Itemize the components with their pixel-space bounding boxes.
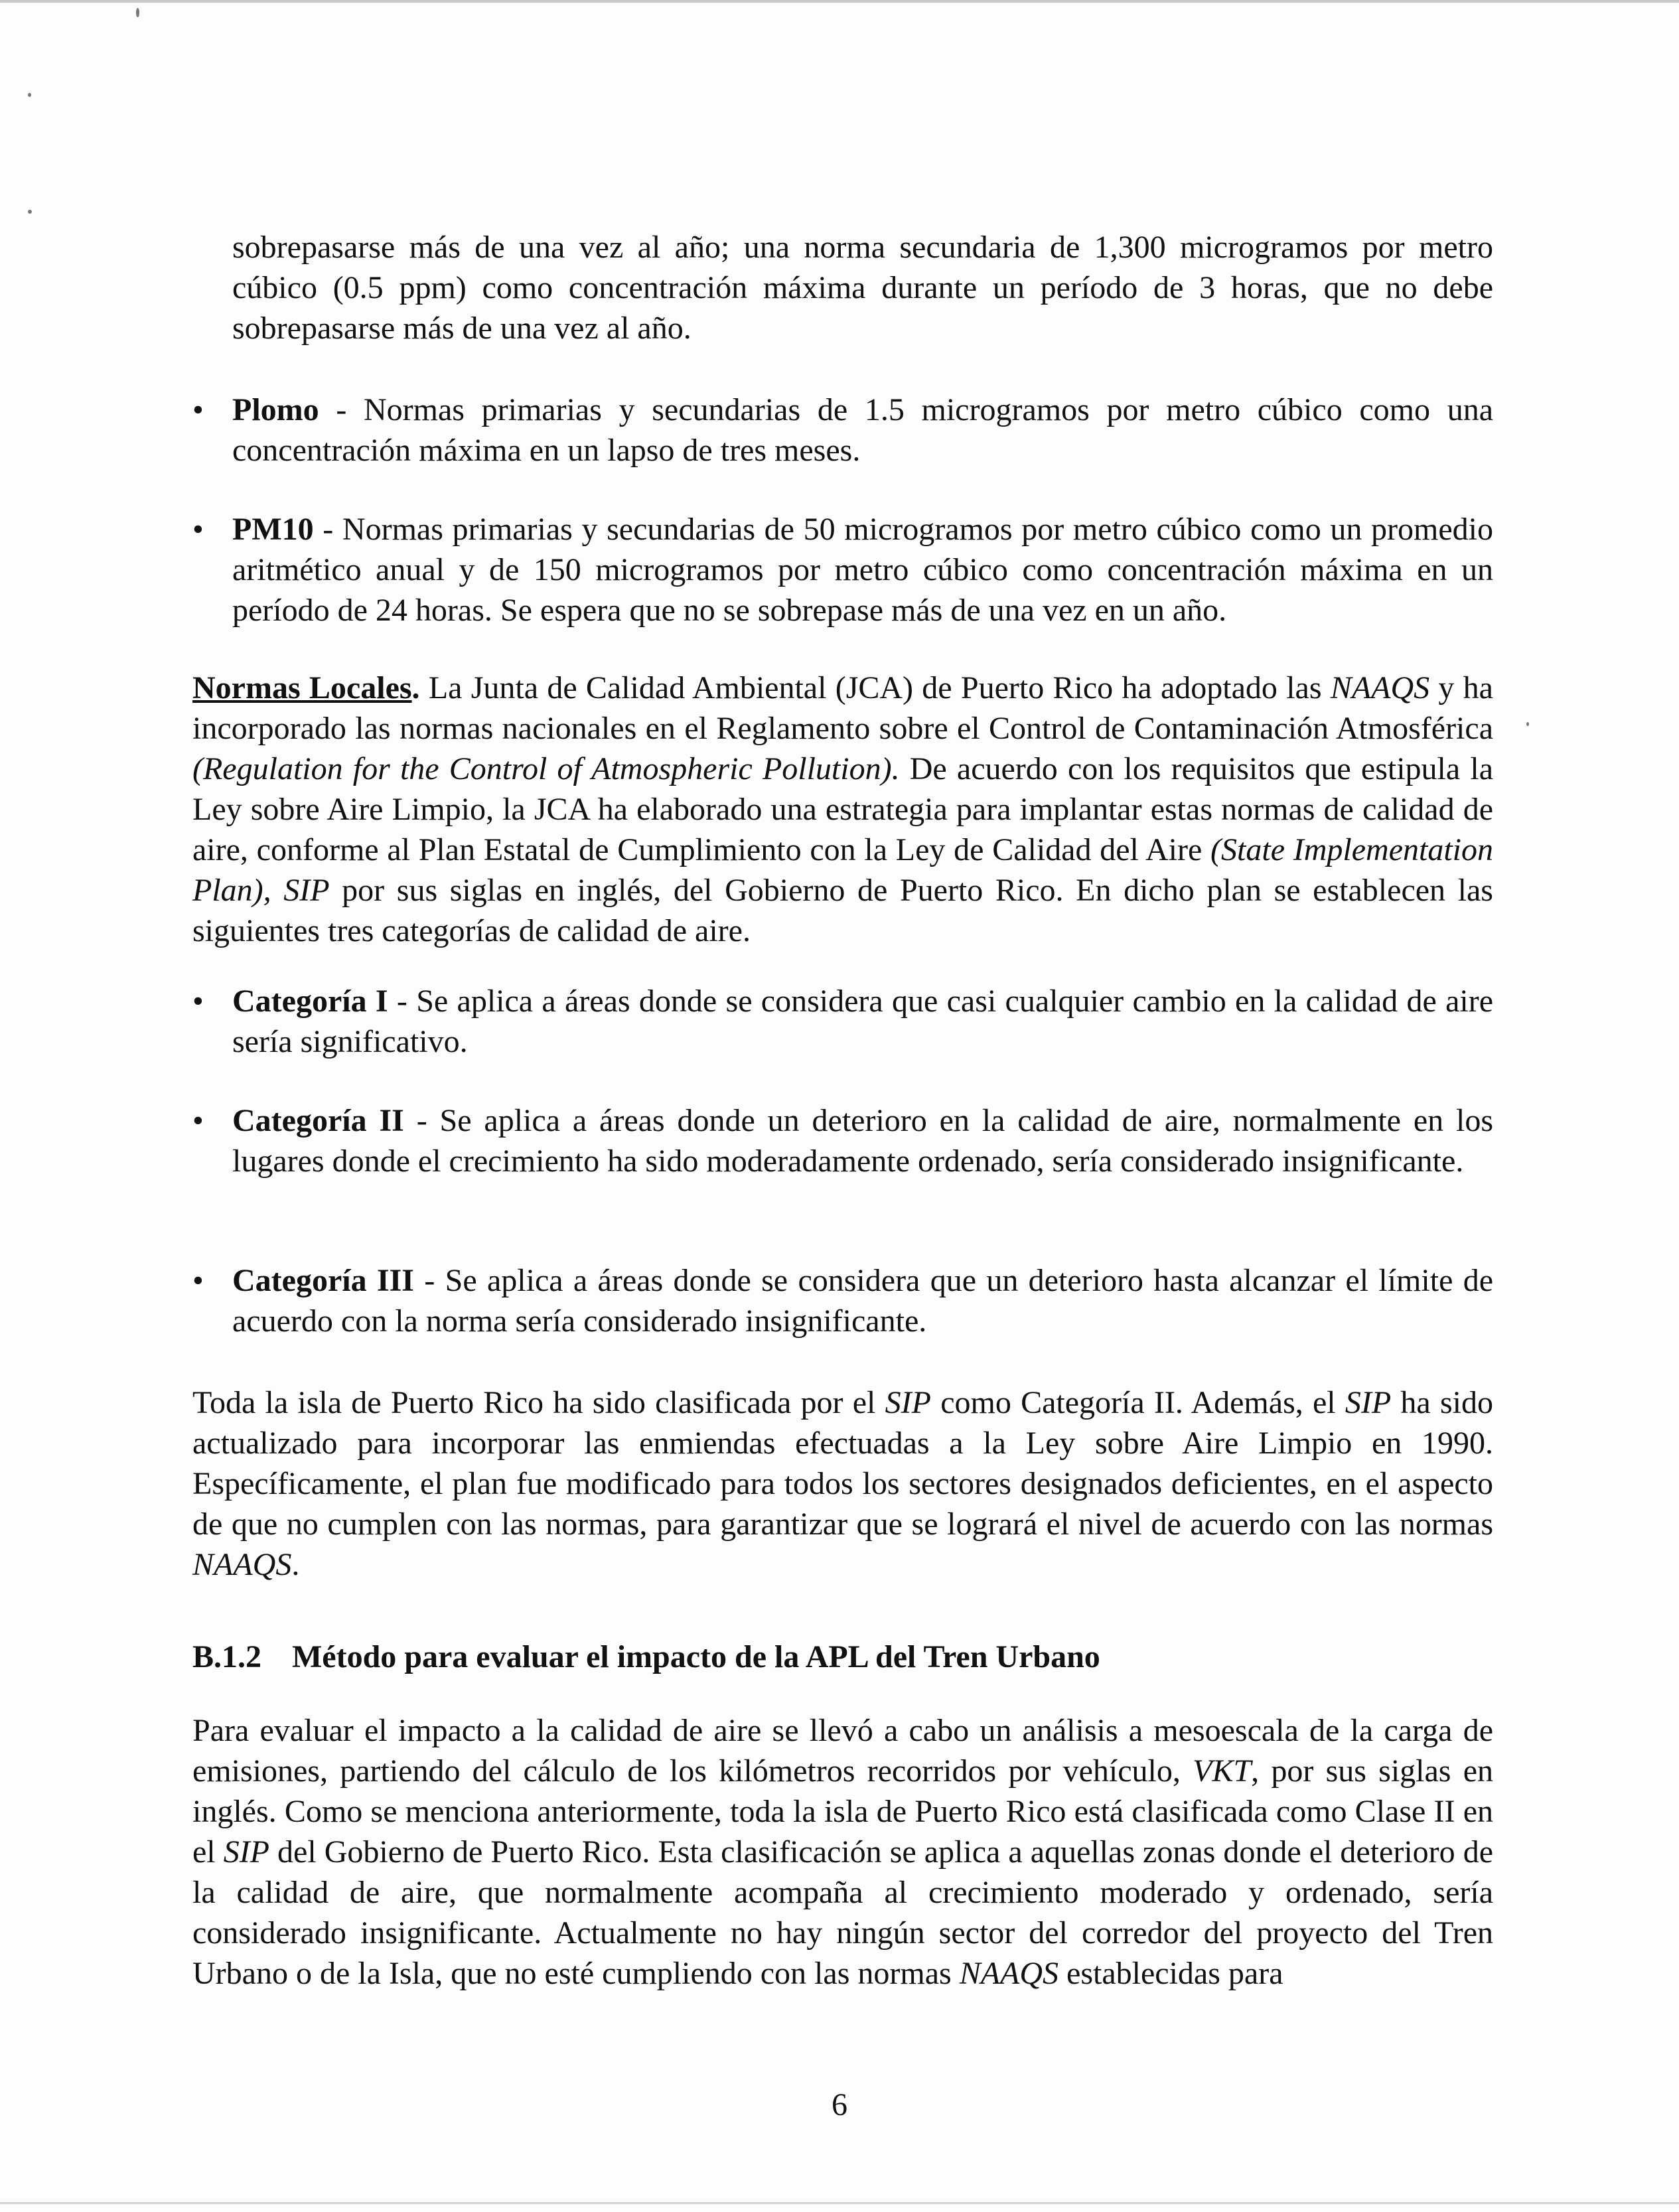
regulation-english-title: (Regulation for the Control of Atmospheric Pollution). [192, 751, 900, 786]
normas-locales-paragraph [192, 668, 1493, 951]
categoria-ii-text: Se aplica a áreas donde un deterioro en la calidad de aire, normalmente en los lugares donde el crecimiento ha sido moderadamente ordenado, sería considerado insignificante. [232, 1103, 1494, 1179]
normas-locales-text-2: y ha incorporado las normas nacionales en el Reglamento sobre el Control de Contaminación Atmosférica [192, 670, 1493, 746]
section-title: Método para evaluar el impacto de la APL del Tren Urbano [292, 1639, 1100, 1674]
bullet-dot: • [192, 1263, 204, 1298]
pm10-text: Normas primarias y secundarias de 50 microgramos por metro cúbico como un promedio aritmético anual y de 150 microgramos por metro cúbico como concentración máxima en un período de 24 horas. Se espera que no se sobrepase más de una vez en un año. [232, 512, 1493, 628]
categoria-ii-separator: - [403, 1103, 440, 1138]
metodo-text-3: del Gobierno de Puerto Rico. Esta clasificación se aplica a aquellas zonas donde el deterioro de la calidad de aire, que normalmente acompaña al crecimiento moderado y ordenado, sería considerado insignificante. Actualmente no hay ningún sector del corredor del proyecto del Tren Urbano o de la Isla, que no esté cumpliendo con las normas [192, 1834, 1494, 1991]
sip-english-title: (State Implementation Plan), SIP [192, 832, 1494, 908]
bullet-pm10 [232, 509, 1493, 630]
categoria-iii-label: Categoría III [232, 1263, 414, 1298]
so2-continuation-text: sobrepasarse más de una vez al año; una norma secundaria de 1,300 microgramos por metro cúbico (0.5 ppm) como concentración máxima durante un período de 3 horas, que no debe sobrepasarse más de una vez al año. [232, 230, 1493, 346]
scan-speck [28, 93, 31, 97]
page-number: 6 [832, 2087, 847, 2122]
bullet-categoria-iii [232, 1260, 1493, 1341]
sip-term: SIP [1345, 1385, 1392, 1420]
bullet-dot: • [192, 392, 204, 427]
normas-locales-period: . [411, 670, 420, 705]
plomo-label: Plomo [232, 392, 319, 427]
categoria-iii-text: Se aplica a áreas donde se considera que un deterioro hasta alcanzar el límite de acuerdo con la norma sería considerado insignificante. [232, 1263, 1494, 1339]
categoria-ii-label: Categoría II [232, 1103, 404, 1138]
naaqs-term: NAAQS [192, 1547, 292, 1582]
normas-locales-text-1: La Junta de Calidad Ambiental (JCA) de Puerto Rico ha adoptado las [419, 670, 1331, 705]
so2-continuation-paragraph [232, 227, 1493, 348]
pm10-label: PM10 [232, 512, 314, 547]
bullet-dot: • [192, 1103, 204, 1138]
categoria-i-separator: - [388, 984, 417, 1019]
isla-text-1: Toda la isla de Puerto Rico ha sido clasificada por el [192, 1385, 885, 1420]
section-number: B.1.2 [192, 1639, 262, 1674]
isla-clasificacion-paragraph [192, 1382, 1493, 1585]
categoria-i-label: Categoría I [232, 984, 388, 1019]
isla-text-3: ha sido actualizado para incorporar las enmiendas efectuadas a la Ley sobre Aire Limpio en 1990. Específicamente, el plan fue modificado para todos los sectores designados deficientes, en el aspecto de que no cumplen con las normas, para garantizar que se logrará el nivel de acuerdo con las normas [192, 1385, 1493, 1542]
plomo-separator: - [319, 392, 364, 427]
scan-speck [1526, 722, 1529, 726]
vkt-term: VKT [1193, 1753, 1252, 1789]
scan-edge-bottom [0, 2202, 1679, 2204]
plomo-text: Normas primarias y secundarias de 1.5 microgramos por metro cúbico como una concentración máxima en un lapso de tres meses. [232, 392, 1493, 468]
scan-speck [136, 8, 139, 17]
bullet-dot: • [192, 984, 204, 1019]
bullet-categoria-ii [232, 1100, 1493, 1181]
scan-speck [28, 210, 32, 214]
pm10-separator: - [313, 512, 342, 547]
metodo-paragraph [192, 1710, 1493, 1994]
isla-text-2: como Categoría II. Además, el [930, 1385, 1345, 1420]
metodo-text-2: , por sus siglas en inglés. Como se menciona anteriormente, toda la isla de Puerto Rico está clasificada como Clase II en el [192, 1753, 1494, 1870]
bullet-categoria-i [232, 981, 1493, 1062]
normas-locales-text-4: por sus siglas en inglés, del Gobierno de Puerto Rico. En dicho plan se establecen las siguientes tres categorías de calidad de aire. [192, 873, 1493, 948]
categoria-iii-separator: - [413, 1263, 445, 1298]
naaqs-term: NAAQS [959, 1956, 1059, 1991]
metodo-text-4: establecidas para [1058, 1956, 1283, 1991]
normas-locales-text-3: De acuerdo con los requisitos que estipula la Ley sobre Aire Limpio, la JCA ha elaborado una estrategia para implantar estas normas de calidad de aire, conforme al Plan Estatal de Cumplimiento con la Ley de Calidad del Aire [192, 751, 1493, 867]
isla-text-4: . [291, 1547, 300, 1582]
section-heading [192, 1637, 1100, 1677]
sip-term: SIP [885, 1385, 931, 1420]
sip-term: SIP [223, 1834, 269, 1870]
categoria-i-text: Se aplica a áreas donde se considera que casi cualquier cambio en la calidad de aire sería significativo. [232, 984, 1494, 1059]
normas-locales-heading: Normas Locales [192, 670, 412, 705]
bullet-dot: • [192, 512, 204, 547]
bullet-plomo [232, 390, 1493, 471]
naaqs-term: NAAQS [1330, 670, 1430, 705]
scan-edge-top [0, 0, 1679, 3]
metodo-text-1: Para evaluar el impacto a la calidad de aire se llevó a cabo un análisis a mesoescala de la carga de emisiones, partiendo del cálculo de los kilómetros recorridos por vehículo, [192, 1713, 1493, 1789]
